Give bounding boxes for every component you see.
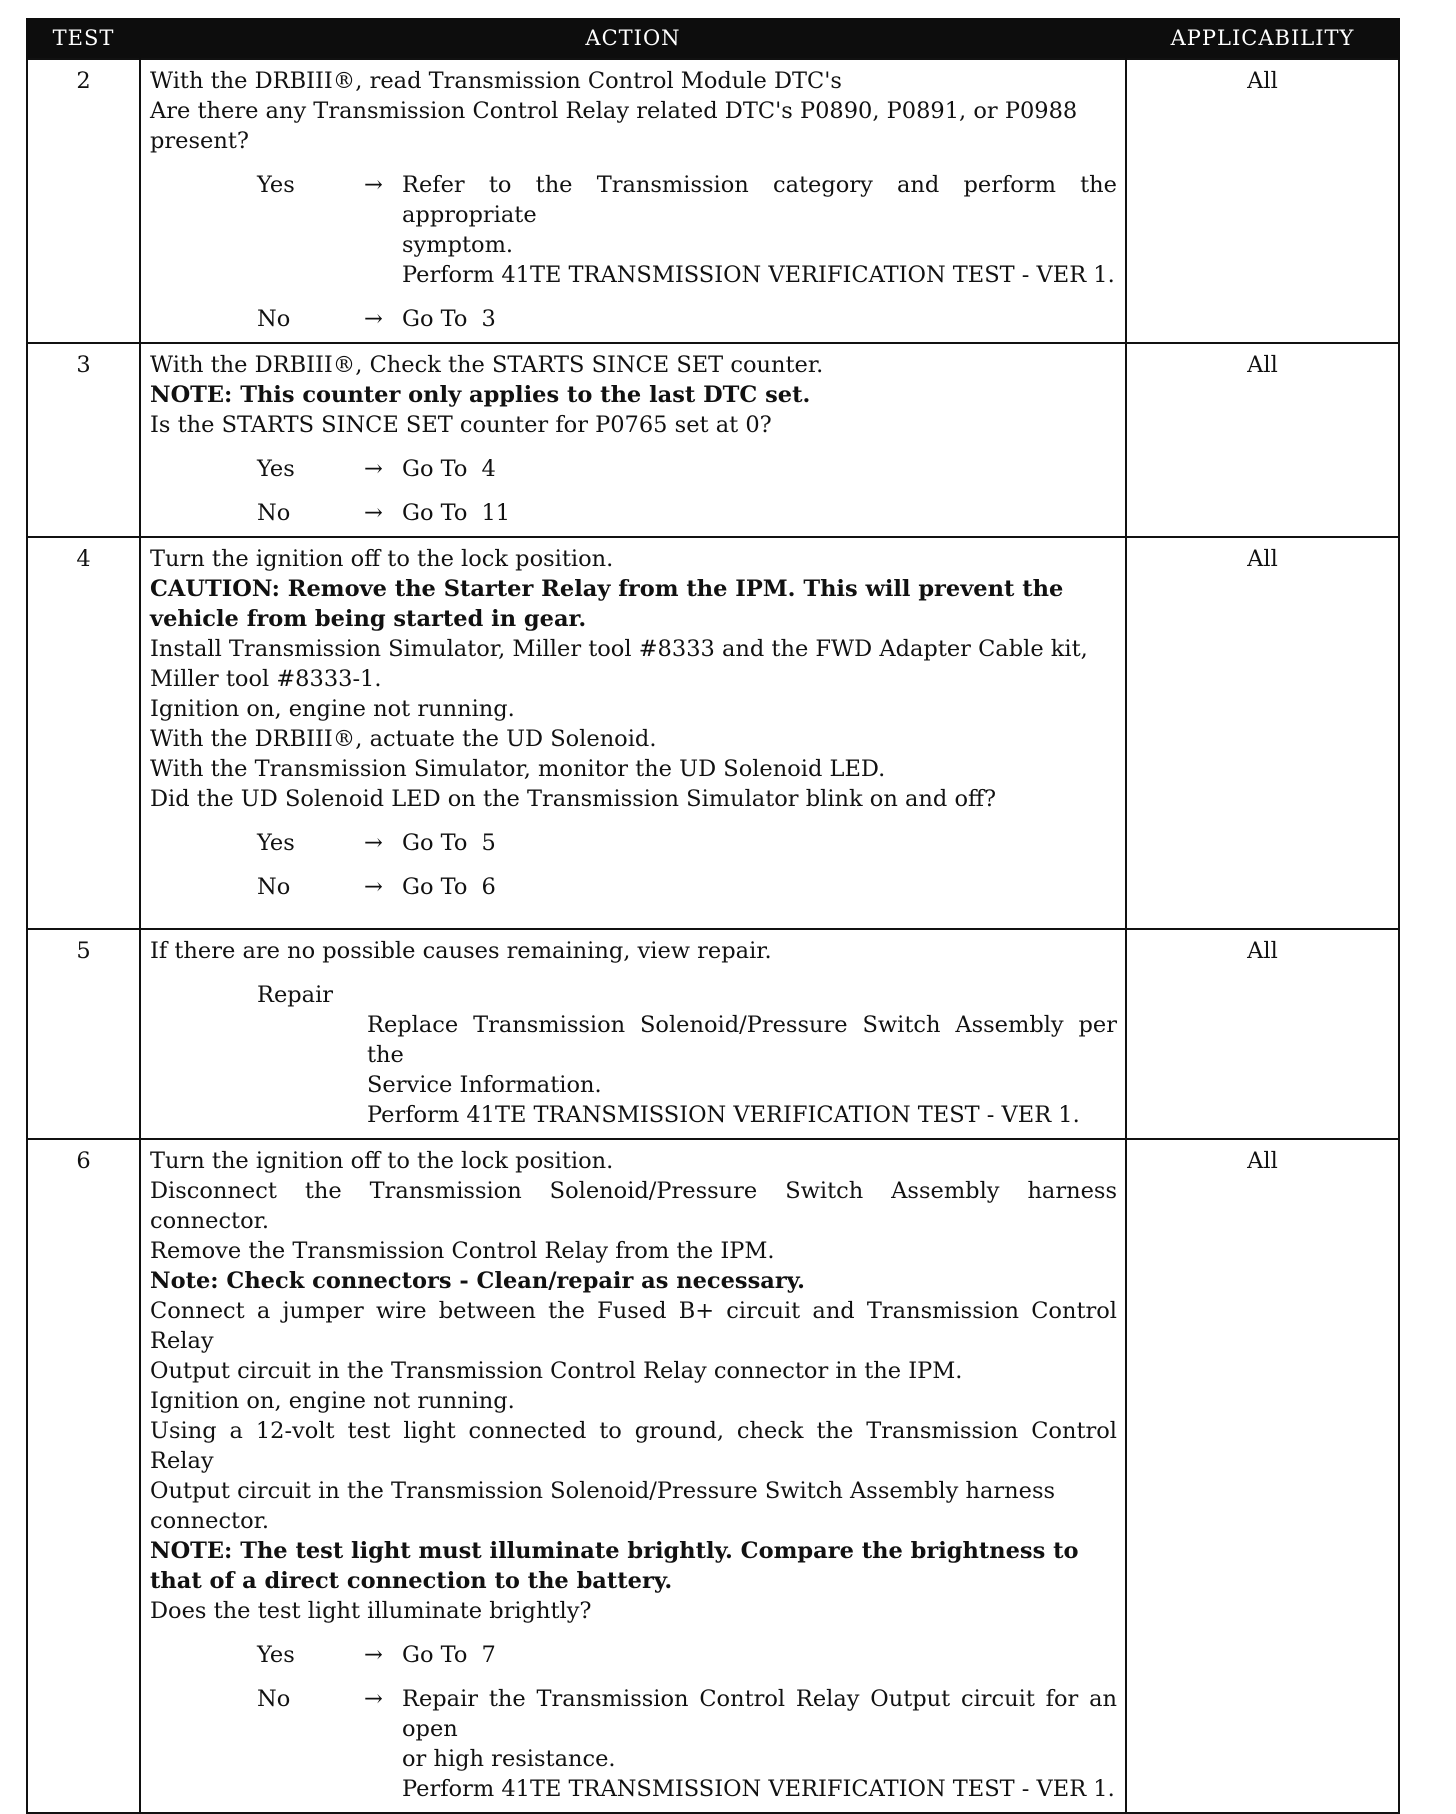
yes-label: Yes: [257, 456, 295, 482]
action-line: Output circuit in the Transmission Solenoid/Pressure Switch Assembly harness: [150, 1478, 1056, 1504]
test-action: [140, 537, 1126, 929]
outcome-line: symptom.: [402, 232, 514, 258]
arrow-icon: →: [364, 1642, 383, 1668]
no-outcome: [402, 304, 1117, 334]
repair-line: Replace Transmission Solenoid/Pressure Switch Assembly per the: [367, 1012, 1117, 1068]
action-line: With the Transmission Simulator, monitor the UD Solenoid LED.: [150, 756, 886, 782]
goto-target[interactable]: 11: [481, 500, 511, 526]
header-test: TEST: [27, 18, 140, 59]
repair-line: Service Information.: [367, 1072, 602, 1098]
test-number: 5: [27, 929, 140, 1139]
test-action: [140, 929, 1126, 1139]
test-row-6: [27, 1139, 1399, 1813]
note-line: NOTE: This counter only applies to the last DTC set.: [150, 382, 811, 408]
test-action: [140, 1139, 1126, 1813]
repair-label: Repair: [257, 982, 334, 1008]
action-line: With the DRBIII®, read Transmission Control Module DTC's: [150, 68, 842, 94]
repair-line: Perform 41TE TRANSMISSION VERIFICATION TEST - VER 1.: [367, 1102, 1080, 1128]
note-line: that of a direct connection to the battery.: [150, 1568, 673, 1594]
yes-branch: [150, 828, 1117, 858]
outcome-line: Perform 41TE TRANSMISSION VERIFICATION TEST - VER 1.: [402, 1776, 1115, 1802]
goto-text: Go To: [402, 500, 468, 526]
goto-text: Go To: [402, 306, 468, 332]
arrow-icon: →: [364, 500, 383, 526]
action-line: Miller tool #8333-1.: [150, 666, 382, 692]
diagnostic-document: [26, 18, 1398, 1814]
action-line: If there are no possible causes remaining, view repair.: [150, 938, 772, 964]
outcome-line: Perform 41TE TRANSMISSION VERIFICATION TEST - VER 1.: [402, 262, 1115, 288]
test-number: 2: [27, 59, 140, 343]
no-label: No: [257, 874, 291, 900]
yes-label: Yes: [257, 172, 295, 198]
header-action: ACTION: [140, 18, 1126, 59]
arrow-icon: →: [364, 306, 383, 332]
note-line: Note: Check connectors - Clean/repair as necessary.: [150, 1268, 805, 1294]
goto-target[interactable]: 4: [481, 456, 496, 482]
action-line: Turn the ignition off to the lock position.: [150, 546, 614, 572]
goto-text: Go To: [402, 830, 468, 856]
test-applicability: All: [1126, 59, 1399, 343]
test-row-3: [27, 343, 1399, 537]
action-line: Remove the Transmission Control Relay from the IPM.: [150, 1238, 775, 1264]
no-label: No: [257, 1686, 291, 1712]
arrow-icon: →: [364, 830, 383, 856]
test-number: 4: [27, 537, 140, 929]
yes-outcome: [402, 170, 1117, 290]
yes-outcome: [402, 828, 1117, 858]
arrow-icon: →: [364, 874, 383, 900]
arrow-icon: →: [364, 1686, 383, 1712]
outcome-line: Repair the Transmission Control Relay Output circuit for an open: [402, 1686, 1117, 1742]
action-line: Install Transmission Simulator, Miller tool #8333 and the FWD Adapter Cable kit,: [150, 636, 1088, 662]
arrow-icon: →: [364, 172, 383, 198]
test-applicability: All: [1126, 343, 1399, 537]
test-action: [140, 343, 1126, 537]
repair-instructions: [257, 1010, 1117, 1130]
action-line: present?: [150, 128, 249, 154]
header-applicability: APPLICABILITY: [1126, 18, 1399, 59]
outcome-line: Refer to the Transmission category and perform the appropriate: [402, 172, 1117, 228]
table-header-row: [27, 18, 1399, 59]
test-applicability: All: [1126, 929, 1399, 1139]
no-branch: [150, 304, 1117, 334]
goto-target[interactable]: 3: [481, 306, 496, 332]
action-line: Does the test light illuminate brightly?: [150, 1598, 592, 1624]
no-outcome: [402, 1684, 1117, 1804]
caution-line: vehicle from being started in gear.: [150, 606, 587, 632]
no-label: No: [257, 500, 291, 526]
action-line: Output circuit in the Transmission Control Relay connector in the IPM.: [150, 1358, 963, 1384]
no-outcome: [402, 498, 1117, 528]
action-line: connector.: [150, 1508, 270, 1534]
yes-label: Yes: [257, 830, 295, 856]
goto-target[interactable]: 5: [481, 830, 496, 856]
yes-branch: [150, 1640, 1117, 1670]
goto-text: Go To: [402, 874, 468, 900]
action-line: Disconnect the Transmission Solenoid/Pressure Switch Assembly harness connector.: [150, 1178, 1117, 1234]
yes-outcome: [402, 1640, 1117, 1670]
yes-branch: [150, 170, 1117, 290]
action-line: Did the UD Solenoid LED on the Transmission Simulator blink on and off?: [150, 786, 997, 812]
action-line: With the DRBIII®, Check the STARTS SINCE SET counter.: [150, 352, 824, 378]
goto-text: Go To: [402, 1642, 468, 1668]
yes-outcome: [402, 454, 1117, 484]
action-line: Using a 12-volt test light connected to ground, check the Transmission Control Relay: [150, 1418, 1117, 1474]
no-outcome: [402, 872, 1117, 902]
repair-block: [150, 980, 1117, 1130]
note-line: NOTE: The test light must illuminate brightly. Compare the brightness to: [150, 1538, 1079, 1564]
test-row-2: [27, 59, 1399, 343]
test-number: 3: [27, 343, 140, 537]
action-line: Is the STARTS SINCE SET counter for P0765 set at 0?: [150, 412, 772, 438]
test-row-4: [27, 537, 1399, 929]
test-action: [140, 59, 1126, 343]
no-branch: [150, 872, 1117, 902]
goto-text: Go To: [402, 456, 468, 482]
action-line: Are there any Transmission Control Relay related DTC's P0890, P0891, or P0988: [150, 98, 1078, 124]
no-branch: [150, 498, 1117, 528]
goto-target[interactable]: 7: [481, 1642, 496, 1668]
yes-branch: [150, 454, 1117, 484]
action-line: With the DRBIII®, actuate the UD Solenoid.: [150, 726, 657, 752]
caution-line: CAUTION: Remove the Starter Relay from the IPM. This will prevent the: [150, 576, 1064, 602]
action-line: Ignition on, engine not running.: [150, 696, 515, 722]
action-line: Ignition on, engine not running.: [150, 1388, 515, 1414]
no-branch: [150, 1684, 1117, 1804]
test-number: 6: [27, 1139, 140, 1813]
test-row-5: [27, 929, 1399, 1139]
action-line: Connect a jumper wire between the Fused B+ circuit and Transmission Control Relay: [150, 1298, 1117, 1354]
outcome-line: or high resistance.: [402, 1746, 616, 1772]
arrow-icon: →: [364, 456, 383, 482]
action-line: Turn the ignition off to the lock position.: [150, 1148, 614, 1174]
goto-target[interactable]: 6: [481, 874, 496, 900]
test-applicability: All: [1126, 1139, 1399, 1813]
yes-label: Yes: [257, 1642, 295, 1668]
diagnostic-test-table: [26, 18, 1400, 1814]
test-applicability: All: [1126, 537, 1399, 929]
no-label: No: [257, 306, 291, 332]
